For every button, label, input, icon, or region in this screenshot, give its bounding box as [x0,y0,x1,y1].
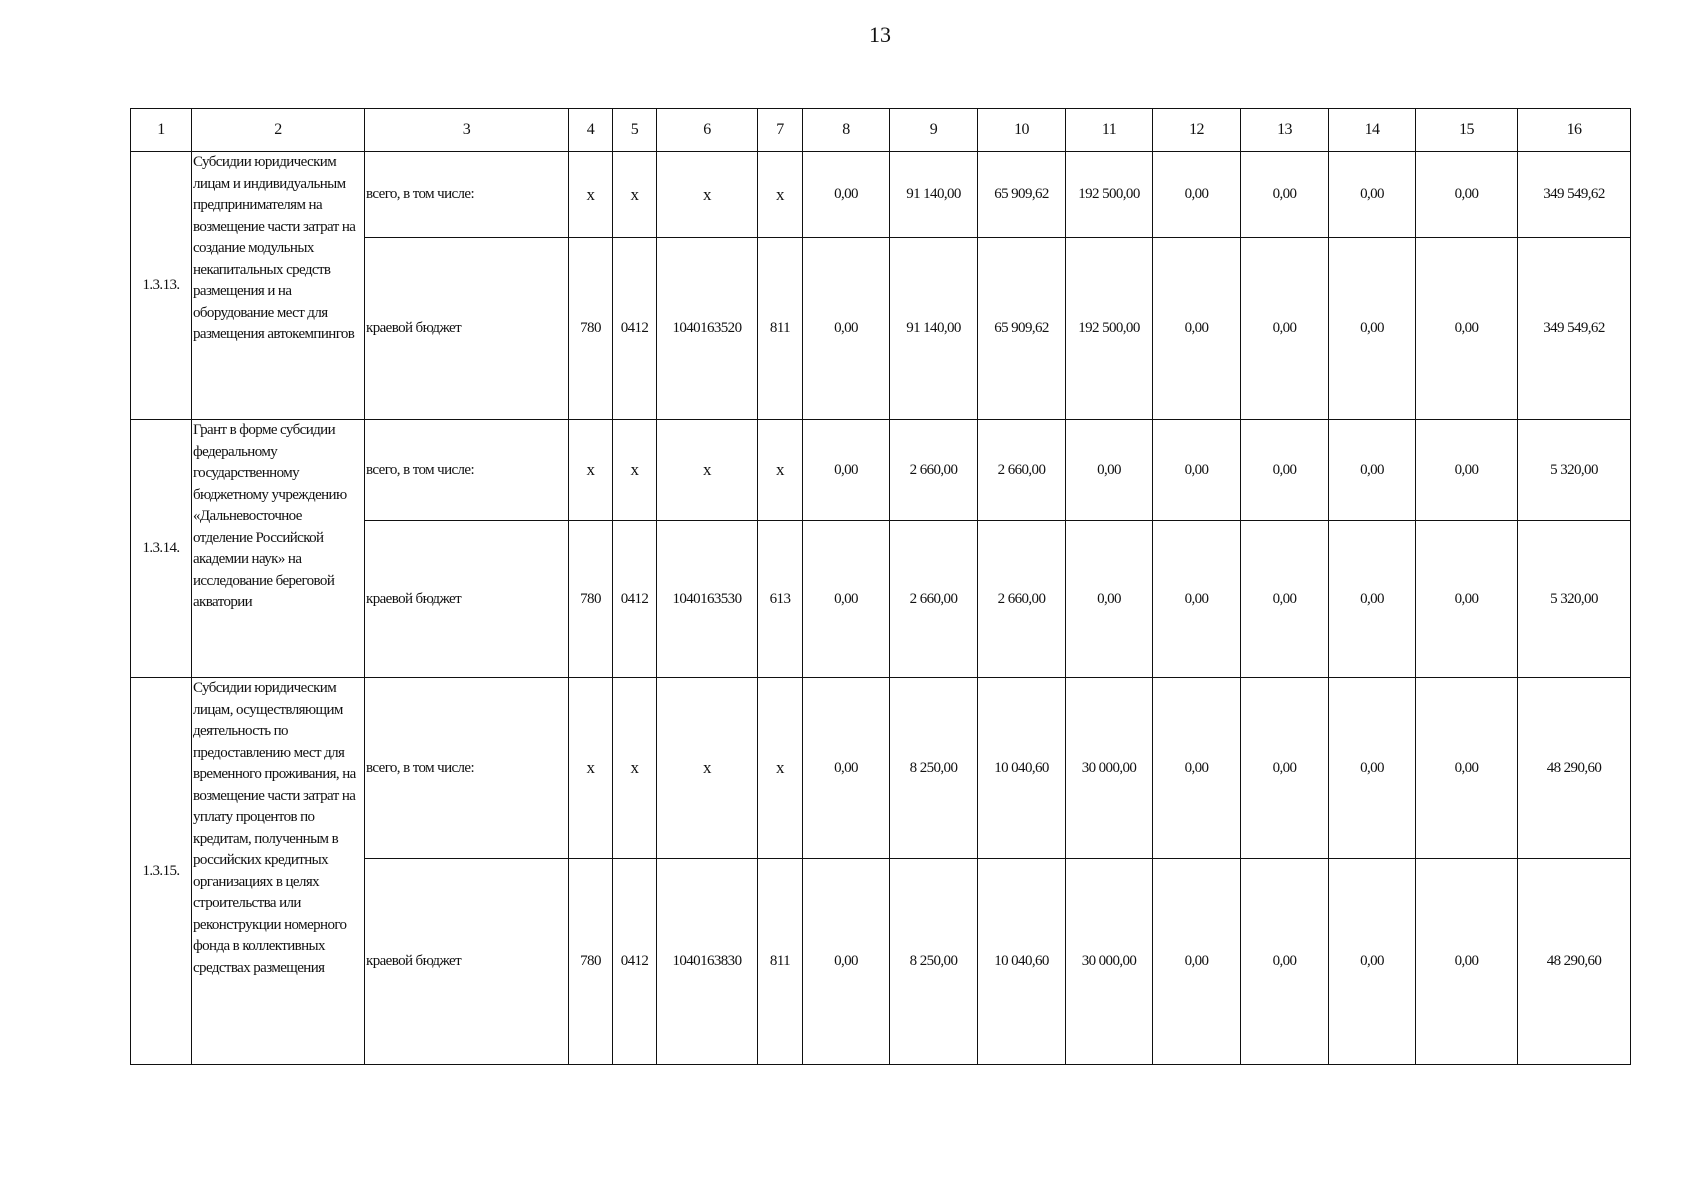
cell-c14: 0,00 [1329,238,1416,420]
table-row-total [131,678,1631,859]
cell-c9: 8 250,00 [890,859,978,1065]
column-header: 15 [1416,109,1518,152]
cell-c11: 192 500,00 [1066,238,1153,420]
cell-c10: 2 660,00 [978,420,1066,521]
cell-c7: 811 [758,859,803,1065]
cell-c4: 780 [569,859,613,1065]
cell-c5: х [613,420,657,521]
item-number: 1.3.13. [131,152,192,420]
item-number: 1.3.15. [131,678,192,1065]
cell-c15: 0,00 [1416,859,1518,1065]
cell-c16: 5 320,00 [1518,420,1631,521]
cell-c14: 0,00 [1329,859,1416,1065]
cell-c11: 0,00 [1066,521,1153,678]
column-header: 10 [978,109,1066,152]
cell-c14: 0,00 [1329,521,1416,678]
funding-source: всего, в том числе: [365,678,569,859]
column-header: 7 [758,109,803,152]
cell-c8: 0,00 [803,420,890,521]
cell-c7: 811 [758,238,803,420]
cell-c16: 48 290,60 [1518,678,1631,859]
cell-c11: 30 000,00 [1066,678,1153,859]
cell-c9: 2 660,00 [890,420,978,521]
funding-source: всего, в том числе: [365,420,569,521]
cell-c15: 0,00 [1416,678,1518,859]
cell-c15: 0,00 [1416,238,1518,420]
cell-c16: 5 320,00 [1518,521,1631,678]
column-header: 8 [803,109,890,152]
cell-c13: 0,00 [1241,420,1329,521]
cell-c4: х [569,678,613,859]
cell-c15: 0,00 [1416,420,1518,521]
cell-c11: 30 000,00 [1066,859,1153,1065]
cell-c12: 0,00 [1153,521,1241,678]
cell-c11: 192 500,00 [1066,152,1153,238]
cell-c4: х [569,152,613,238]
cell-c6: х [657,420,758,521]
page-number: 13 [869,22,891,47]
funding-source: краевой бюджет [365,859,569,1065]
column-header: 6 [657,109,758,152]
cell-c7: х [758,678,803,859]
cell-c12: 0,00 [1153,859,1241,1065]
cell-c8: 0,00 [803,238,890,420]
cell-c10: 10 040,60 [978,678,1066,859]
column-header: 4 [569,109,613,152]
table-row-total [131,420,1631,521]
cell-c14: 0,00 [1329,678,1416,859]
cell-c12: 0,00 [1153,678,1241,859]
cell-c6: х [657,678,758,859]
cell-c13: 0,00 [1241,152,1329,238]
column-header: 13 [1241,109,1329,152]
cell-c6: х [657,152,758,238]
column-header: 11 [1066,109,1153,152]
column-header: 16 [1518,109,1631,152]
cell-c8: 0,00 [803,152,890,238]
column-header: 14 [1329,109,1416,152]
cell-c16: 48 290,60 [1518,859,1631,1065]
cell-c5: 0412 [613,238,657,420]
cell-c8: 0,00 [803,678,890,859]
cell-c4: 780 [569,521,613,678]
item-description: Субсидии юридическим лицам и индивидуальным предпринимателям на возмещение части затрат на создание модульных некапитальных средств размещения и на оборудование мест для размещения автокемпингов [192,152,365,420]
cell-c7: 613 [758,521,803,678]
cell-c8: 0,00 [803,521,890,678]
cell-c5: 0412 [613,859,657,1065]
cell-c6: 1040163520 [657,238,758,420]
cell-c7: х [758,420,803,521]
cell-c9: 8 250,00 [890,678,978,859]
cell-c7: х [758,152,803,238]
column-header: 9 [890,109,978,152]
column-header: 12 [1153,109,1241,152]
column-header: 2 [192,109,365,152]
cell-c11: 0,00 [1066,420,1153,521]
item-description: Субсидии юридическим лицам, осуществляющим деятельность по предоставлению мест для временного проживания, на возмещение части затрат на уплату процентов по кредитам, полученным в российских кредитных организациях в целях строительства или реконструкции номерного фонда в коллективных средствах размещения [192,678,365,1065]
column-header: 1 [131,109,192,152]
cell-c15: 0,00 [1416,152,1518,238]
cell-c12: 0,00 [1153,152,1241,238]
cell-c4: 780 [569,238,613,420]
cell-c14: 0,00 [1329,420,1416,521]
funding-source: всего, в том числе: [365,152,569,238]
cell-c12: 0,00 [1153,238,1241,420]
cell-c16: 349 549,62 [1518,152,1631,238]
item-number: 1.3.14. [131,420,192,678]
cell-c13: 0,00 [1241,678,1329,859]
cell-c9: 91 140,00 [890,238,978,420]
cell-c6: 1040163530 [657,521,758,678]
budget-table [130,108,1631,1065]
cell-c14: 0,00 [1329,152,1416,238]
cell-c9: 91 140,00 [890,152,978,238]
cell-c10: 65 909,62 [978,152,1066,238]
cell-c13: 0,00 [1241,521,1329,678]
cell-c8: 0,00 [803,859,890,1065]
cell-c15: 0,00 [1416,521,1518,678]
cell-c12: 0,00 [1153,420,1241,521]
column-header: 5 [613,109,657,152]
cell-c10: 65 909,62 [978,238,1066,420]
cell-c10: 10 040,60 [978,859,1066,1065]
funding-source: краевой бюджет [365,521,569,678]
cell-c9: 2 660,00 [890,521,978,678]
table-header-row [131,109,1631,152]
cell-c6: 1040163830 [657,859,758,1065]
cell-c13: 0,00 [1241,238,1329,420]
cell-c13: 0,00 [1241,859,1329,1065]
cell-c10: 2 660,00 [978,521,1066,678]
cell-c5: 0412 [613,521,657,678]
cell-c16: 349 549,62 [1518,238,1631,420]
cell-c4: х [569,420,613,521]
cell-c5: х [613,152,657,238]
funding-source: краевой бюджет [365,238,569,420]
table-row-total [131,152,1631,238]
cell-c5: х [613,678,657,859]
item-description: Грант в форме субсидии федеральному государственному бюджетному учреждению «Дальневосточное отделение Российской академии наук» на исследование береговой акватории [192,420,365,678]
column-header: 3 [365,109,569,152]
